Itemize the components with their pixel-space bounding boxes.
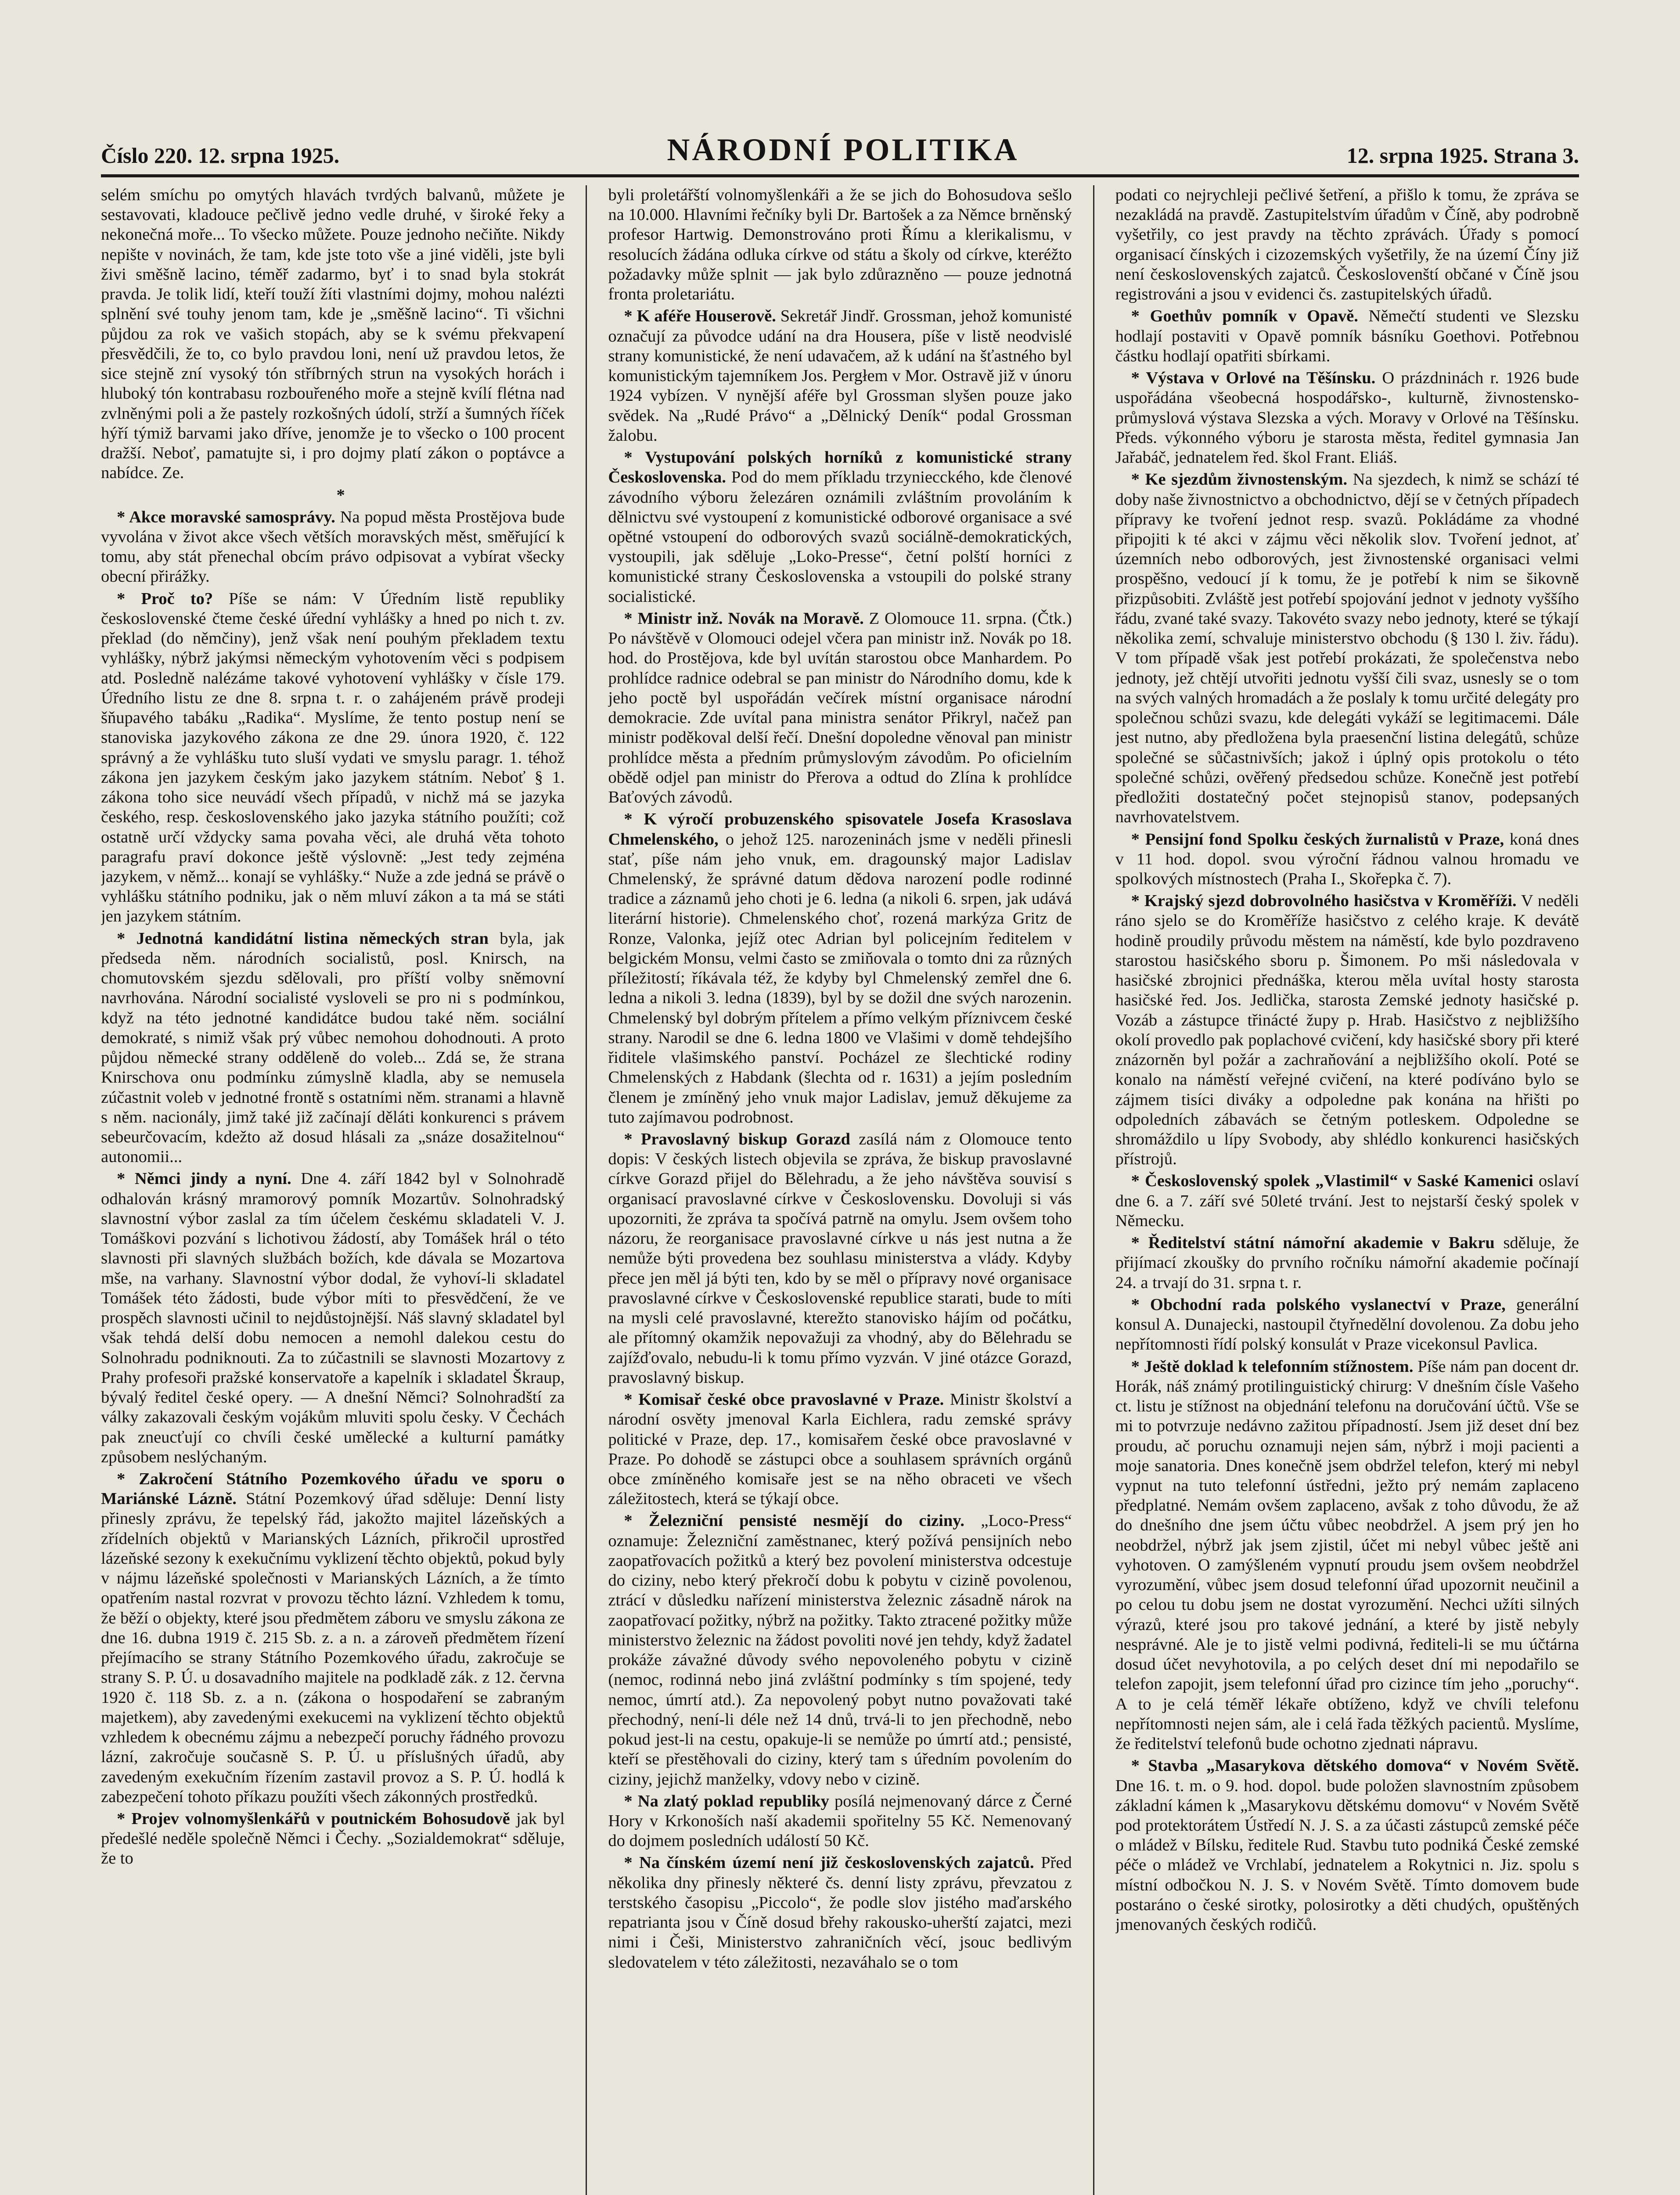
article <box>101 929 565 1167</box>
article <box>1115 306 1579 366</box>
column-rule <box>1093 185 1094 2195</box>
article-heading: * Komisař české obce pravoslavné v Praze. <box>624 1390 944 1409</box>
article <box>1115 470 1579 827</box>
article-heading: * K výročí probuzenského spisovatele Josefa Krasoslava Chmelenského, <box>608 810 1072 849</box>
article-text: posílá nejmenovaný dárce z Černé Hory v Krkonoších naší akademii spořitelny 55 Kč. Nemenovaný do dojmem posledních událostí 50 Kč. <box>608 1792 1072 1850</box>
article <box>1115 1357 1579 1754</box>
article <box>608 448 1072 607</box>
article-text: byla, jak předseda něm. národních socialistů, posl. Knirsch, na chomutovském sjezdu sdělovali, pro příští volby sněmovní navrhována. Národní socialisté vysloveli se pro ni s podmínkou, když na této jednotné kandidátce budou také něm. sociální demokraté, s nimiž však prý vůbec nemohou dohodnouti. A proto půjdou německé strany odděleně do voleb... Zdá se, že strana Knirschova onu podmínku zúmyslně kladla, aby se nemusela zúčastnit voleb v jednotné frontě s ostatními něm. stranami a hlavně s něm. nacionály, jimž také již začínají děláti konkurenci s právem sebeurčovacím, kdežto až dosud hlásali za „snáze dosažitelnou“ autonomii... <box>101 929 565 1166</box>
article-text: Sekretář Jindř. Grossman, jehož komunisté označují za původce udání na dra Housera, píše v listě neodvislé strany komunistické, že není udavačem, až k udání na šťastného byl komunistickým tajemníkem Jos. Pergłem v Mor. Ostravě již v únoru 1924 vybízen. V nynější aféře byl Grossman slyšen pouze jako svědek. Na „Rudé Právo“ a „Dělnický Deník“ podal Grossman žalobu. <box>608 307 1072 445</box>
article <box>608 306 1072 446</box>
article-text: jak byl předešlé neděle společně Němci i Čechy. „Sozialdemokrat“ sděluje, že to <box>101 1809 565 1868</box>
paragraph: selém smíchu po omytých hlavách tvrdých balvanů, můžete je sestavovati, kladouce pečlivě jedno vedle druhé, v široké řeky a nekonečná moře... To všecko můžete. Pouze jednoho nečiňte. Nikdy nepište v novinách, že tam, kde jste toto vše a jiné viděli, jste byli živi směšně lacino, téměř zadarmo, byť i to snad byla stokrát pravda. Je tolik lidí, kteří touží žíti vlastními dojmy, mohou nalézti splnění své touhy jenom tam, kde je „směšně lacino“. Ti všichni půjdou za rok ve vašich stopách, aby se k svému překvapení přesvědčili, že to, co bylo pravdou loni, není už pravdou letos, že sice stejně zní vysoký tón stříbrných strun na vysokých horách i hluboký tón kontrabasu rozbouřeného moře a stejně kvílí flétna nad zvlněnými poli a že pastely rozkošných údolí, strží a šumných říček hýří týmiž barvami jako dříve, jenomže je to všecko o 100 procent dražší. Neboť, pamatujte si, i pro dojmy platí zákon o poptávce a nabídce. Ze. <box>101 186 565 482</box>
article <box>1115 891 1579 1169</box>
article <box>1115 1756 1579 1935</box>
article-text: O prázdninách r. 1926 bude uspořádána všeobecná hospodářsko-, kulturně, živnostensko-průmyslová výstava Slezska a vých. Moravy v Orlové na Těšínsku. Předs. výkonného výboru je starosta města, ředitel gymnasia Jan Jařabáč, jednatelem řed. škol Frant. Eliáš. <box>1115 369 1579 467</box>
article-heading: * Goethův pomník v Opavě. <box>1131 307 1358 326</box>
article-heading: * Pensijní fond Spolku českých žurnalistů v Praze, <box>1131 830 1504 849</box>
article <box>101 589 565 927</box>
article-heading: * Krajský sjezd dobrovolného hasičstva v Kroměříži. <box>1131 892 1517 910</box>
article <box>608 1130 1072 1388</box>
article-heading: * Pravoslavný biskup Gorazd <box>624 1130 850 1149</box>
article-text: Dne 4. září 1842 byl v Solnohradě odhalován krásný mramorový pomník Mozartův. Solnohradský slavnostní výbor zaslal za tím účelem českému skladateli V. J. Tomáškovi pozvání s lichotivou žádostí, aby Tomášek hrál o této slavnosti při slavných službách božích, kde dávala se Mozartova mše, na varhany. Slavnostní výbor dodal, že vyhoví-li skladatel Tomášek této žádosti, bude výbor míti to přesvědčení, že ve prospěch slavnosti učinil to nejdůstojnější. Náš slavný skladatel byl však tehdá delší dobu nemocen a nemohl dalekou cestu do Solnohradu podniknouti. Za to zúčastnili se slavnosti Mozartovy z Prahy profesoři pražské konservatoře a kapelník i skladatel Škraup, bývalý ředitel české opery. — A dnešní Němci? Solnohradští za války zakazovali českým vojákům mluviti spolu česky. V Čechách pak zneucťují co chvíli české umělecké a kulturní památky způsobem neslýchaným. <box>101 1169 565 1466</box>
paragraph: byli proletářští volnomyšlenkáři a že se jich do Bohosudova sešlo na 10.000. Hlavními řečníky byli Dr. Bartošek a za Němce brněnský profesor Hartwig. Demonstrováno proti Římu a klerikalismu, v resolucích žádána odluka církve od státu a školy od církve, kteréžto požadavky může splnit — jak bylo zdůrazněno — pouze jednotná fronta proletariátu. <box>608 186 1072 304</box>
article-text: oslaví dne 6. a 7. září své 50leté trvání. Jest to nejstarší český spolek v Německu. <box>1115 1172 1579 1230</box>
article <box>101 507 565 587</box>
article-text: Němečtí studenti ve Slezsku hodlají postaviti v Opavě pomník básníku Goethovi. Potřebnou částku hodlají opatřiti sbírkami. <box>1115 307 1579 365</box>
article-heading: * Československý spolek „Vlastimil“ v Saské Kamenici <box>1131 1172 1533 1191</box>
article <box>1115 1233 1579 1293</box>
article-heading: * Zakročení Státního Pozemkového úřadu ve sporu o Mariánské Lázně. <box>101 1470 565 1508</box>
article-heading: * Ještě doklad k telefonním stížnostem. <box>1131 1357 1414 1376</box>
article-heading: * Ke sjezdům živnostenským. <box>1131 470 1348 489</box>
article <box>1115 1171 1579 1231</box>
article-heading: * K aféře Houserově. <box>624 307 776 326</box>
newspaper-title: NÁRODNÍ POLITIKA <box>667 132 1019 167</box>
article-text: Píše se nám: V Úředním listě republiky československé čteme české úřední vyhlášky a hned po nich t. zv. překlad (do němčiny), jenž však není pouhým překladem textu vyhlášky, nýbrž jakýmsi německým vyhotovením věci s podpisem atd. Posledně nalézáme takové vyhotovení vyhlášky v čísle 179. Úředního listu ze dne 8. srpna t. r. o zahájeném právě prodeji šňupavého tabáku „Radika“. Myslíme, že tento postup není se stanoviska jazykového zákona ze dne 29. února 1920, č. 122 správný a že vyhlášku tuto sluší vydati ve smyslu paragr. 1. téhož zákona jen jazykem českým jako jazykem státním. Neboť § 1. zákona toho sice neuvádí všech případů, v nichž má se jazyka českého, resp. československého jako jazyka státního použíti; což ostatně určí vždycky sama povaha věci, ale druhá věta tohoto paragrafu praví dokonce ještě výslovně: „Jest tedy zejména jazykem, v němž... konají se vyhlášky.“ Nuže a zde jedná se právě o vyhlášku státního podniku, jak o něm mluví zákon a ta má se státi jen jazykem státním. <box>101 589 565 926</box>
separator-asterisk: * <box>336 486 345 504</box>
article-text: Dne 16. t. m. o 9. hod. dopol. bude položen slavnostním způsobem základní kámen k „Masarykovu dětskému domovu“ v Novém Světě pod protektorátem Ústředí N. J. S. a za účasti zástupců zemské péče o mládež v Bílsku, ředitele Rud. Stavbu tuto podniká České zemské péče o mládež ve Vrchlabí, jednatelem a Rokytnici n. Jiz. spolu s místní odbočkou N. J. S. v Novém Světě. Tímto domovem bude postaráno o české sirotky, polosirotky a děti chudých, opuštěných jmenovaných českých rodičů. <box>1115 1776 1579 1934</box>
article-text: o jehož 125. narozeninách jsme v neděli přinesli stať, píše nám jeho vnuk, em. dragounský major Ladislav Chmelenský, že správné datum dědova narození podle rodinné tradice a záznamů jeho choti je 6. ledna (a nikoli 6. srpen, jak udává literární historie). Chmelenského choť, rozená markýza Gritz de Ronze, Valonka, jejíž otec Adrian byl policejním ředitelem v belgickém Monsu, velmi často se zmiňovala o tomto dni za různých příležitostí; říkávala též, že kdyby byl Chmelenský zemřel dne 6. ledna a nikoli 3. ledna (1839), byl by se dožil dne svých narozenin. Chmelenský byl dobrým přítelem a přímo velkým příznivcem české strany. Narodil se dne 6. ledna 1800 ve Vlašimi v domě tehdejšího řiditele vlašimského panství. Pocházel ze šlechtické rodiny Chmelenských z Habdank (šlechta od r. 1631) a jejím posledním členem je zmíněný jeho vnuk major Ladislav, jemuž děkujeme za tuto zajímavou podrobnost. <box>608 830 1072 1126</box>
article-text: Před několika dny přinesly některé čs. denní listy zprávu, převzatou z terstského časopisu „Piccolo“, že podle slov jistého maďarského repatrianta jsou v Číně dosud břehy rakousko-uherští zajatci, mezi nimi i Češi, Ministerstvo zahraničních věcí, jsouc bedlivým sledovatelem v této záležitosti, nezaváhalo se o tom <box>608 1853 1072 1972</box>
article <box>1115 368 1579 468</box>
article-heading: * Stavba „Masarykova dětského domova“ v Novém Světě. <box>1131 1756 1579 1775</box>
article-text: koná dnes v 11 hod. dopol. svou výroční řádnou valnou hromadu ve spolkových místnostech (Praha I., Skořepka č. 7). <box>1115 830 1579 888</box>
article-heading: * Železniční pensisté nesmějí do ciziny. <box>624 1511 964 1530</box>
article-heading: * Akce moravské samosprávy. <box>117 507 335 526</box>
article <box>1115 1295 1579 1355</box>
article-heading: * Jednotná kandidátní listina německých stran <box>117 929 489 948</box>
page-number: 12. srpna 1925. Strana 3. <box>1346 143 1579 168</box>
article-heading: * Projev volnomyšlenkářů v poutnickém Bohosudově <box>117 1809 510 1828</box>
article <box>608 1390 1072 1509</box>
paragraph: podati co nejrychleji pečlivé šetření, a přišlo k tomu, že zpráva se nezakládá na pravdě. Zastupitelstvím úřadům v Číně, aby podrobně vyšetřily, co jest pravdy na těchto zprávách. Úřady s pomocí organisací čínských i cizozemských vyšetřily, že na území Číny již není československých zajatců. Českoslovenští občané v Číně jsou registrováni a jsou v evidenci čs. zastupitelských úřadů. <box>1115 186 1579 304</box>
article-text: Na popud města Prostějova bude vyvolána v život akce všech větších moravských měst, směřující k tomu, aby stát přenechal obcím právo odpisovat a vybírat všecky obecní přirážky. <box>101 507 565 586</box>
article <box>608 810 1072 1127</box>
article-text: sděluje, že přijímací zkoušky do prvního ročníku námořní akademie počínají 24. a trvají do 31. srpna t. r. <box>1115 1234 1579 1292</box>
article-heading: * Obchodní rada polského vyslanectví v Praze, <box>1131 1295 1506 1314</box>
article-heading: * Na zlatý poklad republiky <box>624 1792 829 1810</box>
article-heading: * Ministr inž. Novák na Moravě. <box>624 609 864 628</box>
page-header <box>101 132 1579 177</box>
article-text: „Loco-Press“ oznamuje: Železniční zaměstnanec, který požívá pensijních nebo zaopatřovacích požitků a který bez povolení ministerstva odcestuje do ciziny, nebo který překročí dobu k pobytu v cizině povolenou, ztrácí v důsledku nařízení ministerstva železnic zásadně nárok na zaopatřovací požitky, nýbrž na požitky. Takto ztracené požitky může ministerstvo železnic na žádost povoliti nové jen tehdy, když žadatel prokáže závažné důvody svého nepovoleného pobytu v cizině (nemoc, rodinná nebo jiná zvláštní podmínky s tím spojené, tedy nemoc, úmrtí atd.). Za nepovolený pobyt nutno považovati také přechodný, není-li déle než 14 dnů, trvá-li to jen přechodně, nebo pokud jest-li na cestu, opakuje-li se nemůže po úmrtí atd.; pensisté, kteří se přestěhovali do ciziny, který tam s úředním povolením do ciziny, jejichž manželky, vdovy nebo v cizině. <box>608 1511 1072 1788</box>
article <box>608 1853 1072 1972</box>
column-rule <box>586 185 587 2195</box>
article <box>608 1792 1072 1851</box>
article-heading: * Výstava v Orlové na Těšínsku. <box>1131 369 1376 388</box>
article-heading: * Na čínském území není již československých zajatců. <box>624 1853 1034 1872</box>
article <box>101 1169 565 1467</box>
article-text: Ministr školství a národní osvěty jmenoval Karla Eichlera, radu zemské správy politické v Praze, dep. 17., komisařem české obce pravoslavné v Praze. Po dohodě se zástupci obce a souhlasem správních orgánů obce zmíněného komisaře jest se na něho obraceti ve všech záležitostech, která se týkají obce. <box>608 1390 1072 1508</box>
article-text: Státní Pozemkový úřad sděluje: Denní listy přinesly zprávu, že tepelský řád, jakožto majitel lázeňských a zřídelních objektů v Marianských Lázních, přikročil uprostřed lázeňské sezony k exekučnímu vyklizení těchto objektů, pokud byly v nájmu lázeňské společnosti v Marianských Lázních, a že tímto opatřením nastal rozvrat v provozu těchto lázní. Vzhledem k tomu, že běží o objekty, které jsou předmětem záboru ve smyslu zákona ze dne 16. dubna 1919 č. 215 Sb. z. a n. a zároveň předmětem řízení přejímacího se strany Státního Pozemkového úřadu, zakročuje se strany S. P. Ú. u dosavadního majitele na podkladě zák. z 12. června 1920 č. 118 Sb. z. a n. (zákona o hospodaření se zabraným majetkem), aby zavedenými exekucemi na vyklizení těchto objektů vzhledem k obecnému zájmu a nebezpečí poruchy řádného provozu lázní, zakročuje současně S. P. Ú. u příslušných úřadů, aby zavedeným exekučním řízením zastavil provoz a S. P. Ú. hodlá k zabezpečení tohoto příkazu použíti všech zákonných prostředků. <box>101 1490 565 1806</box>
article-heading: * Němci jindy a nyní. <box>117 1169 291 1188</box>
article-text: V neděli ráno sjelo se do Kroměříže hasičstvo z celého kraje. K devátě hodině proudily průvodu městem na náměstí, kde bylo pozdraveno starostou hasičského sboru p. Šimonem. Po mši následovala v hasičské zbrojnici přednáška, kterou měla uvítal hosty starosta hasičské řed. Jos. Jedlička, starosta Zemské jednoty hasičské p. Vozáb a zástupce třinácté župy p. Hrab. Hasičstvo z nejbližšího okolí provedlo pak poplachové cvičení, kdy hasičské sbory při které znázorněn byl požár a zachraňování a nejbližšího okolí. Poté se konalo na náměstí veřejné cvičení, na které podíváno bylo se zájmem tisíci diváky a odpoledne pak konána na hřišti po odpoledních zábavách se četným potleskem. Odpoledne se shromáždilo u lípy Svobody, aby shlédlo konkurenci hasičských přístrojů. <box>1115 892 1579 1169</box>
article-text: zasílá nám z Olomouce tento dopis: V českých listech objevila se zpráva, že biskup pravoslavné církve Gorazd přijel do Bělehradu, a že jeho návštěva souvisí s organisací pravoslavné církve v Československu. Dovoluji si vás upozorniti, že zpráva ta spočívá patrně na omylu. Jsem ovšem toho názoru, že reorganisace pravoslavné církve u nás jest nutna a že nemůže býti provedena bez souhlasu ministerstva a vlády. Kdyby přece jen měl já býti ten, kdo by se měl o přípravy nové organisace pravoslavné církve v Československé republice starati, bude to míti na mysli celé pravoslavné, kterežto stanovisko hájím od počátku, ale přítomný okamžik nepovažuji za vhodný, aby do Bělehradu se zajížďovalo, nebudu-li k tomu přímo vyzván. V jiné otázce Gorazd, pravoslavný biskup. <box>608 1130 1072 1387</box>
article-text: Z Olomouce 11. srpna. (Čtk.) Po návštěvě v Olomouci odejel včera pan ministr inž. Novák po 18. hod. do Prostějova, kde byl uvítán starostou obce Manhardem. Po prohlídce radnice odebral se pan ministr do Národního domu, kde k jeho poctě byl uspořádán večírek místní organisace národní demokracie. Zde uvítal pana ministra senátor Přikryl, načež pan ministr poděkoval delší řečí. Dnešní dopoledne věnoval pan ministr prohlídce města a předním průmyslovým závodům. Po oficielním obědě odjel pan ministr do Přerova a odtud do Zlína k prohlídce Baťových závodů. <box>608 609 1072 807</box>
column-3 <box>1115 185 1579 2195</box>
column-2 <box>608 185 1072 2195</box>
article <box>101 1809 565 1869</box>
article-heading: * Vystupování polských horníků z komunistické strany Československa. <box>608 448 1072 487</box>
columns <box>101 185 1579 2195</box>
article <box>608 1511 1072 1789</box>
issue-number: Číslo 220. 12. srpna 1925. <box>101 143 340 168</box>
article-heading: * Proč to? <box>117 589 213 608</box>
article-heading: * Ředitelství státní námořní akademie v Bakru <box>1131 1234 1495 1252</box>
article-text: generální konsul A. Dunajecki, nastoupil čtyřnedělní dovolenou. Za dobu jeho nepřítomnosti řídí polský konsulát v Praze vicekonsul Pavlica. <box>1115 1295 1579 1354</box>
article <box>608 609 1072 807</box>
article-text: Píše nám pan docent dr. Horák, náš známý protilinguistický chirurg: V dnešním čísle Vašeho ct. listu je stížnost na objednání telefonu na doručování účtů. Vše se mi to potvrzuje nedávno zažitou případností. Jsem již deset dní bez proudu, ač poruchu oznamuji nejen sám, nýbrž i moji pacienti a moje sanatoria. Dnes konečně jsem obdržel telefon, který mi nebyl vypnut na tuto telefonní ústředni, ježto prý nemám zaplaceno předplatné. Nemám ovšem zaplaceno, avšak z toho důvodu, že až do dnešního dne jsem účtu vůbec neobdržel. A jsem prý jen ho neobdržel, nýbrž jak jsem zjistil, účet mi nebyl vůbec ještě ani vyhotoven. O zamýšleném vypnutí proudu jsem ovšem neobdržel vyrozumění, vůbec jsem dosud telefonní úřad upozornit neučinil a po celou tu dobu jsem ne dostat vyrozumění. Nechci užíti silných výrazů, které jsou pro takové jednání, a které by jistě nebyly nesprávné. Ale je to jistě velmi podivná, řediteli-li se mu účtárna dosud účet nevyhotovila, a po celých deset dní mi nepodařilo se telefon zapojit, jsem telefonní úřad pro cizince tím jeho „poruchy“. A to je celá téměř lékaře obtíženo, když ve chvíli telefonu nepřítomnosti nejen sám, ale i celá řada těžkých pacientů. Myslíme, že ředitelství telefonů bude ochotno zjednati nápravu. <box>1115 1357 1579 1753</box>
article <box>101 1469 565 1807</box>
article-text: Pod do mem příkladu trzyniecckého, kde členové závodního výboru železáren oznámili zvláštním provoláním k dělnictvu své vystoupení z komunistické odborové organisace a své opětné vstoupení do odborových svazů sociálně-demokratických, vystoupili, jak sděluje „Loko-Presse“, četní polští horníci z komunistické strany Československa a vstoupili do polské strany socialistické. <box>608 468 1072 606</box>
article-text: Na sjezdech, k nimž se schází té doby naše živnostnictvo a obchodnictvo, dějí se v četných případech přípravy ke tvoření jednot resp. svazů. Pokládáme za vhodné připojiti k té akci v zájmu věci několik slov. Tvoření jednot, ať územních nebo odborových, jest živnostenské organisaci velmi prospěšno, vedoucí jí k tomu, že je potřebí k nim se šikovně přizpůsobiti. Zvláště jest potřebí spojování jednot v jednoty vyššího řádu, zvané také svazy. Takovéto svazy nebo jednoty, které se týkají několika zemí, schvaluje ministerstvo obchodu (§ 130 l. živ. řádu). V tom případě však jest potřebí prokázati, že společenstva nebo jednoty, jež chtějí utvořiti jednotu vyšší čili svaz, usnesly se o tom na svých valných hromadách a že poslaly k tomu určité delegáty pro společnou schůzi svazu, kde delegáti vykáží se legitimacemi. Dále jest nutno, aby předložena byla praesenční listina delegátů, schůze společné se sůčastnivších; jakož i úplný opis protokolu o této společné schůzi, ověřený předsedou schůze. Konečně jest potřebí předložiti dostatečný počet stejnopisů stanov, podepsaných navrhovatelstvem. <box>1115 470 1579 827</box>
column-1 <box>101 185 565 2195</box>
article <box>1115 830 1579 889</box>
